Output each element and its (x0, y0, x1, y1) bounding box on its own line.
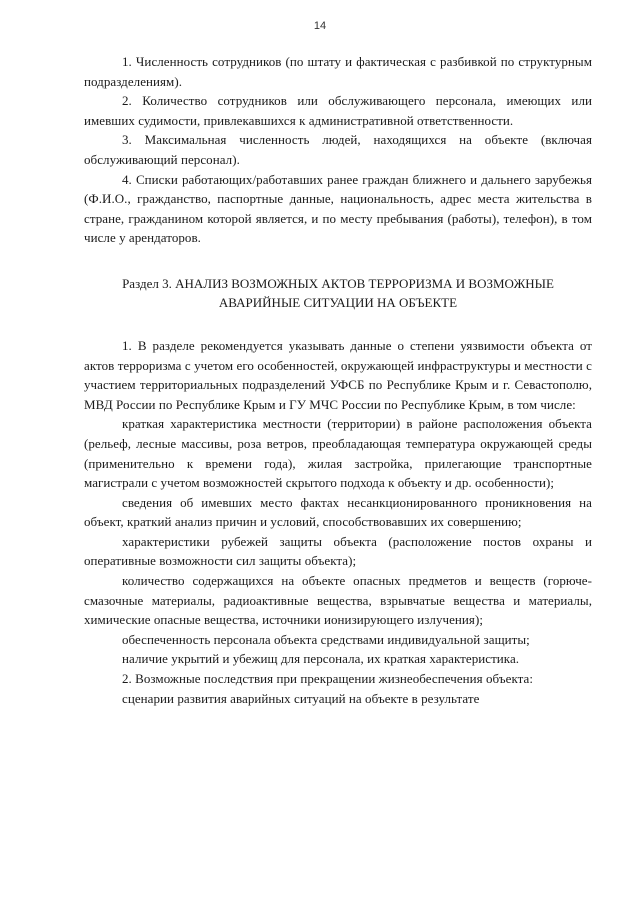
paragraph: 2. Возможные последствия при прекращении жизнеобеспечения объекта: (122, 671, 534, 687)
paragraph: сценарии развития аварийных ситуаций на объекте в результате (122, 690, 480, 706)
paragraph: количество содержащихся на объекте опасных предметов и веществ (горюче-смазочные материалы, радиоактивные вещества, взрывчатые вещества и материалы, химические опасные вещества, источники ионизирующего излучения); (84, 573, 592, 628)
list-item: 3. Максимальная численность людей, находящихся на объекте (включая обслуживающий персонал). (84, 132, 592, 167)
section-heading-line: Раздел 3. АНАЛИЗ ВОЗМОЖНЫХ АКТОВ ТЕРРОРИЗМА И ВОЗМОЖНЫЕ (122, 275, 554, 291)
paragraph: характеристики рубежей защиты объекта (расположение постов охраны и оперативные возможности сил защиты объекта); (84, 533, 592, 569)
paragraph: краткая характеристика местности (территории) в районе расположения объекта (рельеф, лесные массивы, роза ветров, преобладающая температура окружающей среды (применительно к времени года), жилая застройка, прилегающие транспортные магистрали с учетом возможностей скрытого подхода к объекту и др. особенности); (84, 416, 592, 491)
section-heading (84, 274, 592, 312)
list-item: 2. Количество сотрудников или обслуживающего персонала, имеющих или имевших судимости, привлекавшихся к административной ответственности. (84, 93, 592, 128)
list-item: 1. Численность сотрудников (по штату и фактическая с разбивкой по структурным подразделениям). (84, 54, 592, 89)
page-content (84, 52, 592, 708)
section-heading-line: АВАРИЙНЫЕ СИТУАЦИИ НА ОБЪЕКТЕ (218, 294, 458, 310)
paragraph: 1. В разделе рекомендуется указывать данные о степени уязвимости объекта от актов терроризма с учетом его особенностей, окружающей инфраструктуры и местности с участием территориальных подразделений УФСБ по Республике Крым и г. Севастополю, МВД России по Республике Крым и ГУ МЧС России по Республике Крым, в том числе: (84, 337, 592, 412)
list-item: 4. Списки работающих/работавших ранее граждан ближнего и дальнего зарубежья (Ф.И.О., гражданство, паспортные данные, национальность, адрес места жительства в стране, гражданином которой является, и по месту пребывания (работы), телефон), в том числе у арендаторов. (84, 171, 592, 246)
paragraph: обеспеченность персонала объекта средствами индивидуальной защиты; (122, 631, 530, 647)
paragraph: сведения об имевших место фактах несанкционированного проникновения на объект, краткий анализ причин и условий, способствовавших их совершению; (84, 494, 592, 530)
page-number: 14 (313, 20, 327, 32)
paragraph: наличие укрытий и убежищ для персонала, их краткая характеристика. (122, 651, 520, 667)
